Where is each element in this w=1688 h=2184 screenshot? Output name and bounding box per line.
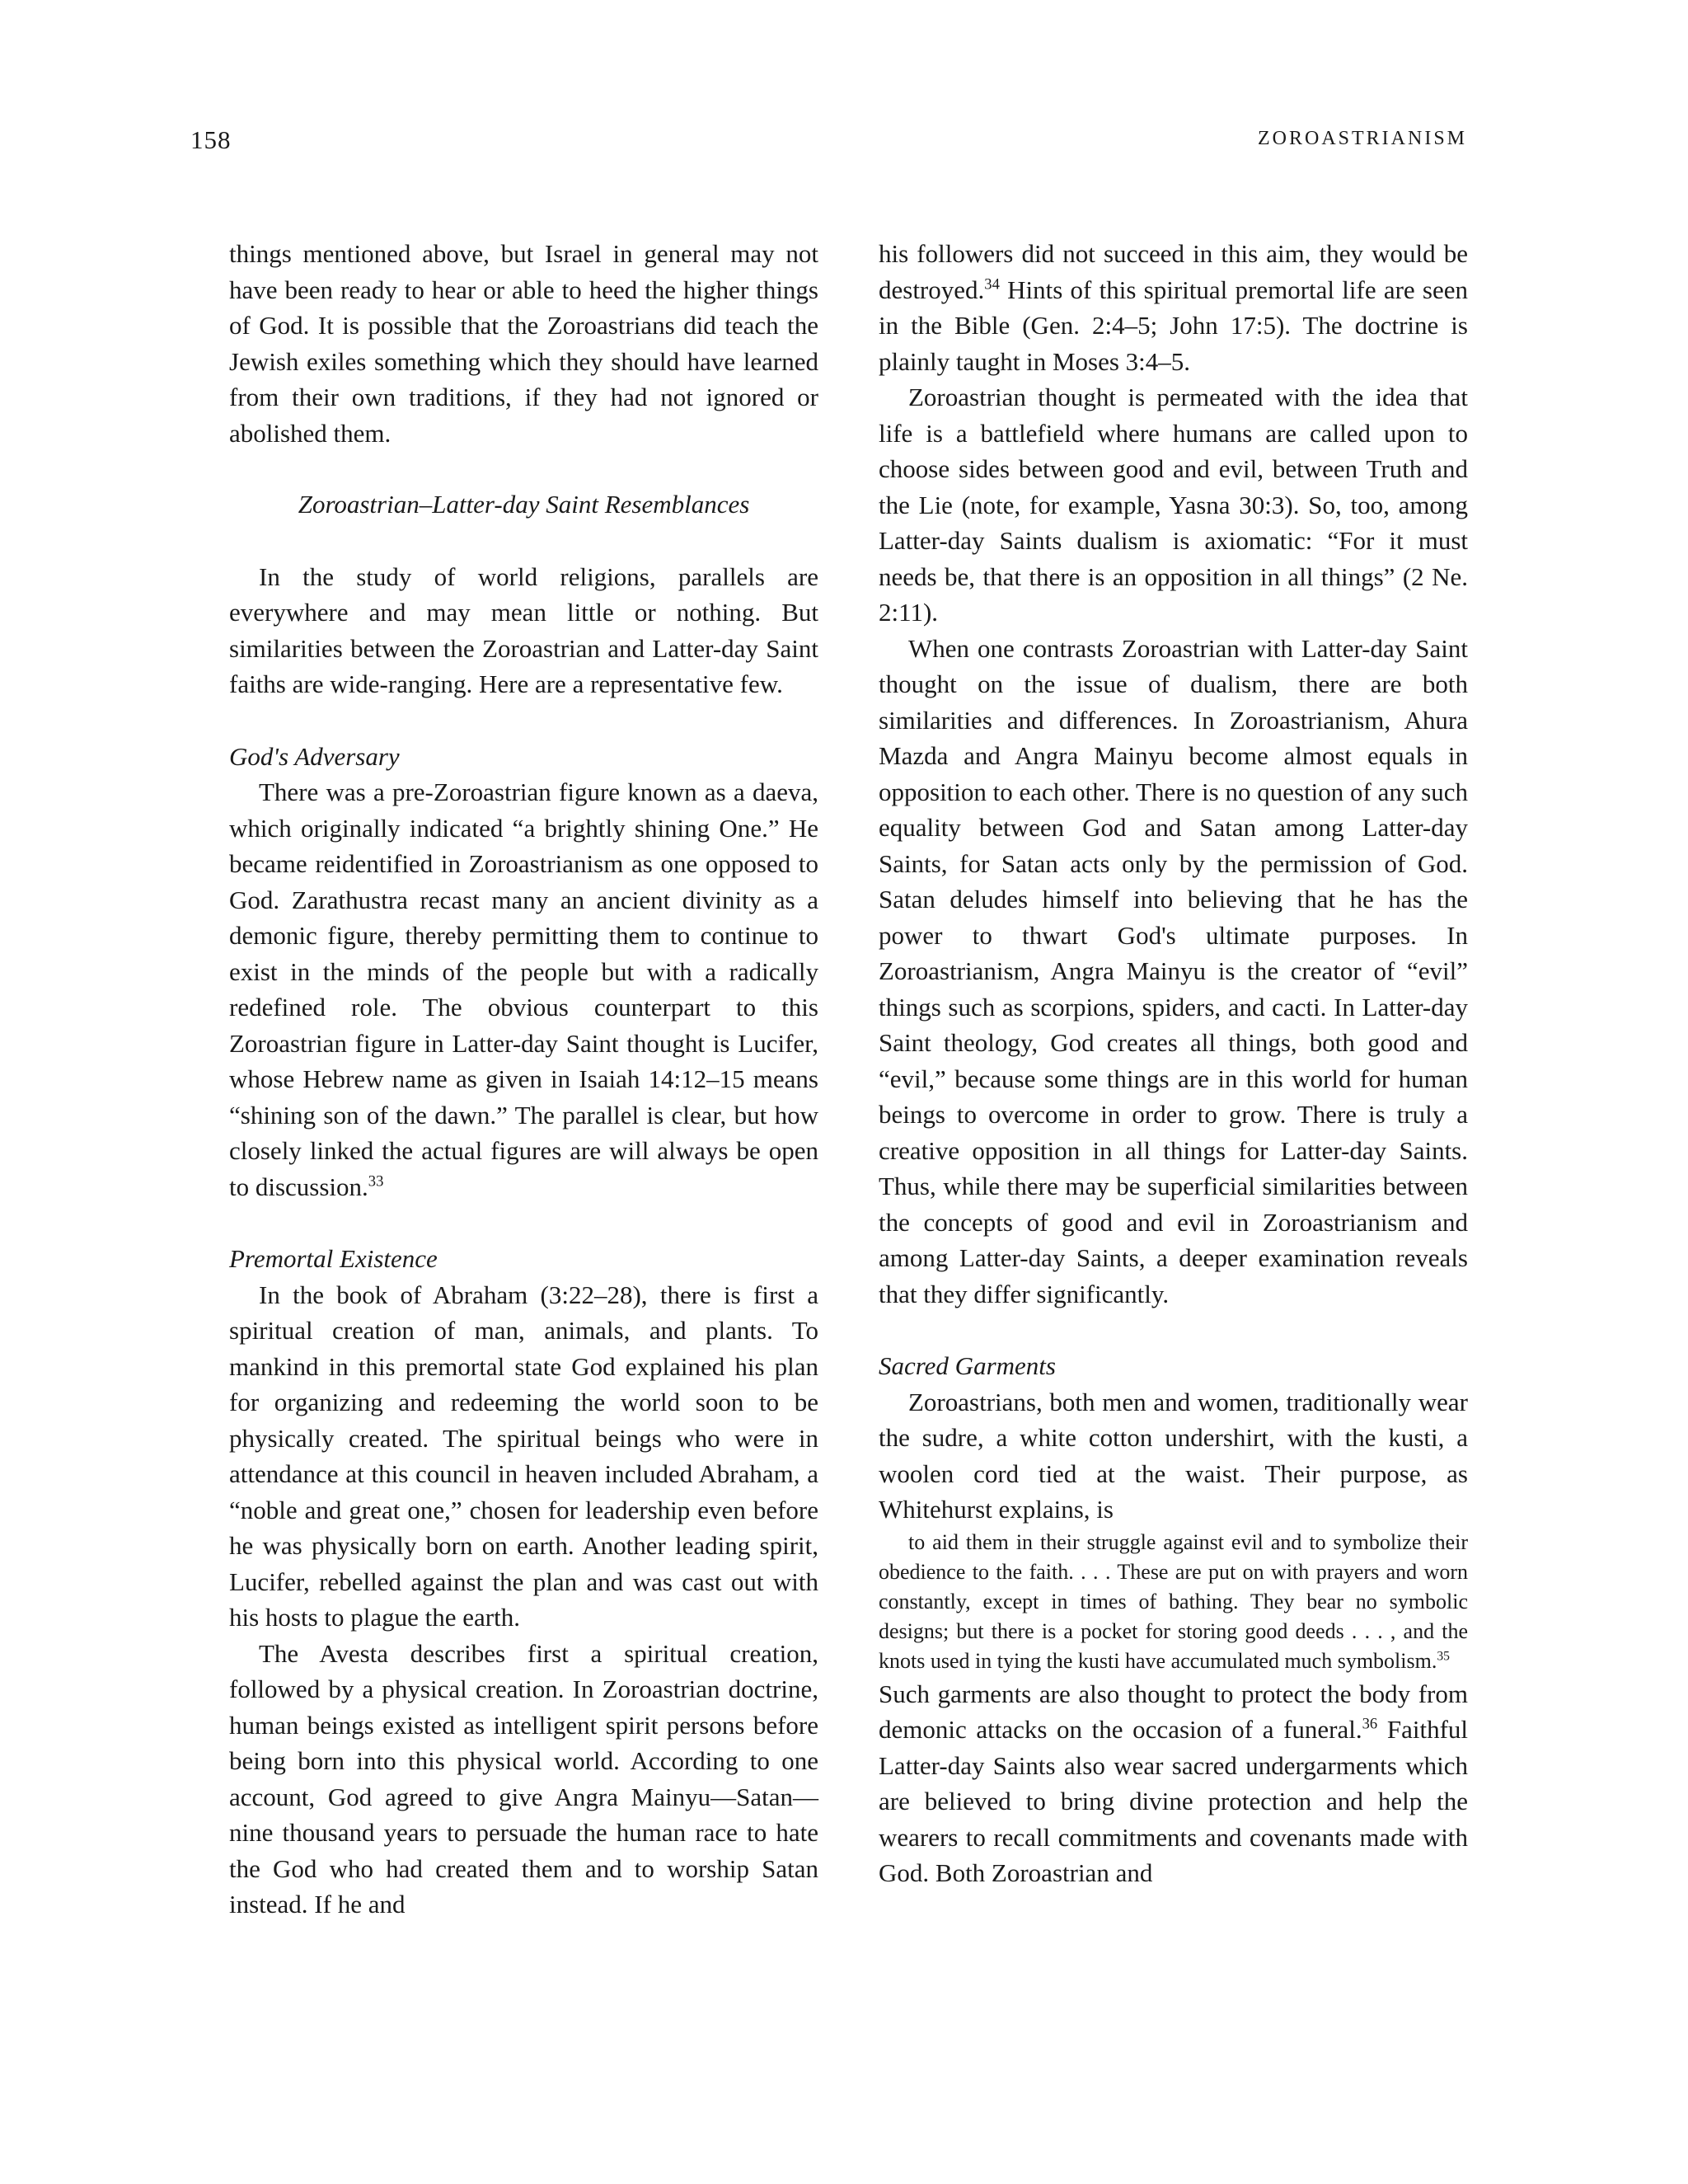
subheading-premortal-existence: Premortal Existence	[229, 1244, 438, 1273]
right-column	[879, 236, 1468, 1891]
section-heading: Zoroastrian–Latter-day Saint Resemblances	[298, 490, 750, 519]
paragraph-text: Such garments are also thought to protect the body from demonic attacks on the occasion of a funeral.	[879, 1679, 1468, 1744]
subheading-sacred-garments: Sacred Garments	[879, 1351, 1056, 1380]
footnote-marker: 34	[984, 275, 1000, 294]
paragraph-text: his followers did not succeed in this aim, they would be destroyed.	[879, 239, 1468, 304]
paragraph-text: Faithful Latter-day Saints also wear sacred undergarments which are believed to bring divine protection and help the wearers to recall commitments and covenants made with God. Both Zoroastrian and	[879, 1715, 1469, 1887]
subheading-gods-adversary: God's Adversary	[229, 741, 400, 771]
paragraph: In the book of Abraham (3:22–28), there is first a spiritual creation of man, animals, and plants. To mankind in this premortal state God explained his plan for organizing and redeeming the world soon to be physically created. The spiritual beings who were in attendance at this council in heaven included Abraham, a “noble and great one,” chosen for leadership even before he was physically born on earth. Another leading spirit, Lucifer, rebelled against the plan and was cast out with his hosts to plague the earth.	[229, 1280, 818, 1632]
footnote-marker: 36	[1362, 1715, 1378, 1733]
page-number: 158	[190, 125, 232, 154]
paragraph-text: Hints of this spiritual premortal life are seen in the Bible (Gen. 2:4–5; John 17:5). The doctrine is plainly taught in Moses 3:4–5.	[879, 275, 1468, 376]
left-column	[229, 236, 818, 1923]
block-quote	[879, 1528, 1468, 1676]
paragraph	[229, 774, 818, 1205]
paragraph	[879, 236, 1468, 379]
paragraph: Zoroastrian thought is permeated with the idea that life is a battlefield where humans are called upon to choose sides between good and evil, between Truth and the Lie (note, for example, Yasna 30:3). So, too, among Latter-day Saints dualism is axiomatic: “For it must needs be, that there is an opposition in all things” (2 Ne. 2:11).	[879, 383, 1468, 627]
paragraph: The Avesta describes first a spiritual creation, followed by a physical creation. In Zoroastrian doctrine, human beings existed as intelligent spirit persons before being born into this physical world. According to one account, God agreed to give Angra Mainyu—Satan—nine thousand years to persuade the human race to hate the God who had created them and to worship Satan instead. If he and	[229, 1638, 818, 1919]
paragraph-text: There was a pre-Zoroastrian figure known as a daeva, which originally indicated “a brightly shining One.” He became reidentified in Zoroastrianism as one opposed to God. Zarathustra recast many an ancient divinity as a demonic figure, thereby permitting them to continue to exist in the minds of the people but with a radically redefined role. The obvious counterpart to this Zoroastrian figure in Latter-day Saint thought is Lucifer, whose Hebrew name as given in Isaiah 14:12–15 means “shining son of the dawn.” The parallel is clear, but how closely linked the actual figures are will always be open to discussion.	[229, 777, 818, 1201]
footnote-marker: 33	[368, 1172, 384, 1191]
paragraph: Zoroastrians, both men and women, traditionally wear the sudre, a white cotton undershirt, with the kusti, a woolen cord tied at the waist. Their purpose, as Whitehurst explains, is	[879, 1387, 1468, 1524]
paragraph: When one contrasts Zoroastrian with Latter-day Saint thought on the issue of dualism, there are both similarities and differences. In Zoroastrianism, Ahura Mazda and Angra Mainyu become almost equals in opposition to each other. There is no question of any such equality between God and Satan among Latter-day Saints, for Satan acts only by the permission of God. Satan deludes himself into believing that he has the power to thwart God's ultimate purposes. In Zoroastrianism, Angra Mainyu is the creator of “evil” things such as scorpions, spiders, and cacti. In Latter-day Saint theology, God creates all things, both good and “evil,” because some things are in this world for human beings to overcome in order to grow. There is truly a creative opposition in all things for Latter-day Saints. Thus, while there may be superficial similarities between the concepts of good and evil in Zoroastrianism and among Latter-day Saints, a deeper examination reveals that they differ significantly.	[879, 633, 1468, 1308]
paragraph: things mentioned above, but Israel in general may not have been ready to hear or able to heed the higher things of God. It is possible that the Zoroastrians did teach the Jewish exiles something which they should have learned from their own traditions, if they had not ignored or abolished them.	[229, 239, 818, 448]
paragraph: In the study of world religions, parallels are everywhere and may mean little or nothing. But similarities between the Zoroastrian and Latter-day Saint faiths are wide-ranging. Here are a representative few.	[229, 561, 818, 698]
running-head: ZOROASTRIANISM	[1257, 128, 1467, 149]
footnote-marker: 35	[1437, 1648, 1450, 1663]
paragraph	[879, 1676, 1468, 1891]
quote-text: to aid them in their struggle against evil and to symbolize their obedience to the faith. . . . These are put on with prayers and worn constantly, except in times of bathing. They bear no symbolic designs; but there is a pocket for storing good deeds . . . , and the knots used in tying the kusti have accumulated much symbolism.	[879, 1529, 1468, 1673]
